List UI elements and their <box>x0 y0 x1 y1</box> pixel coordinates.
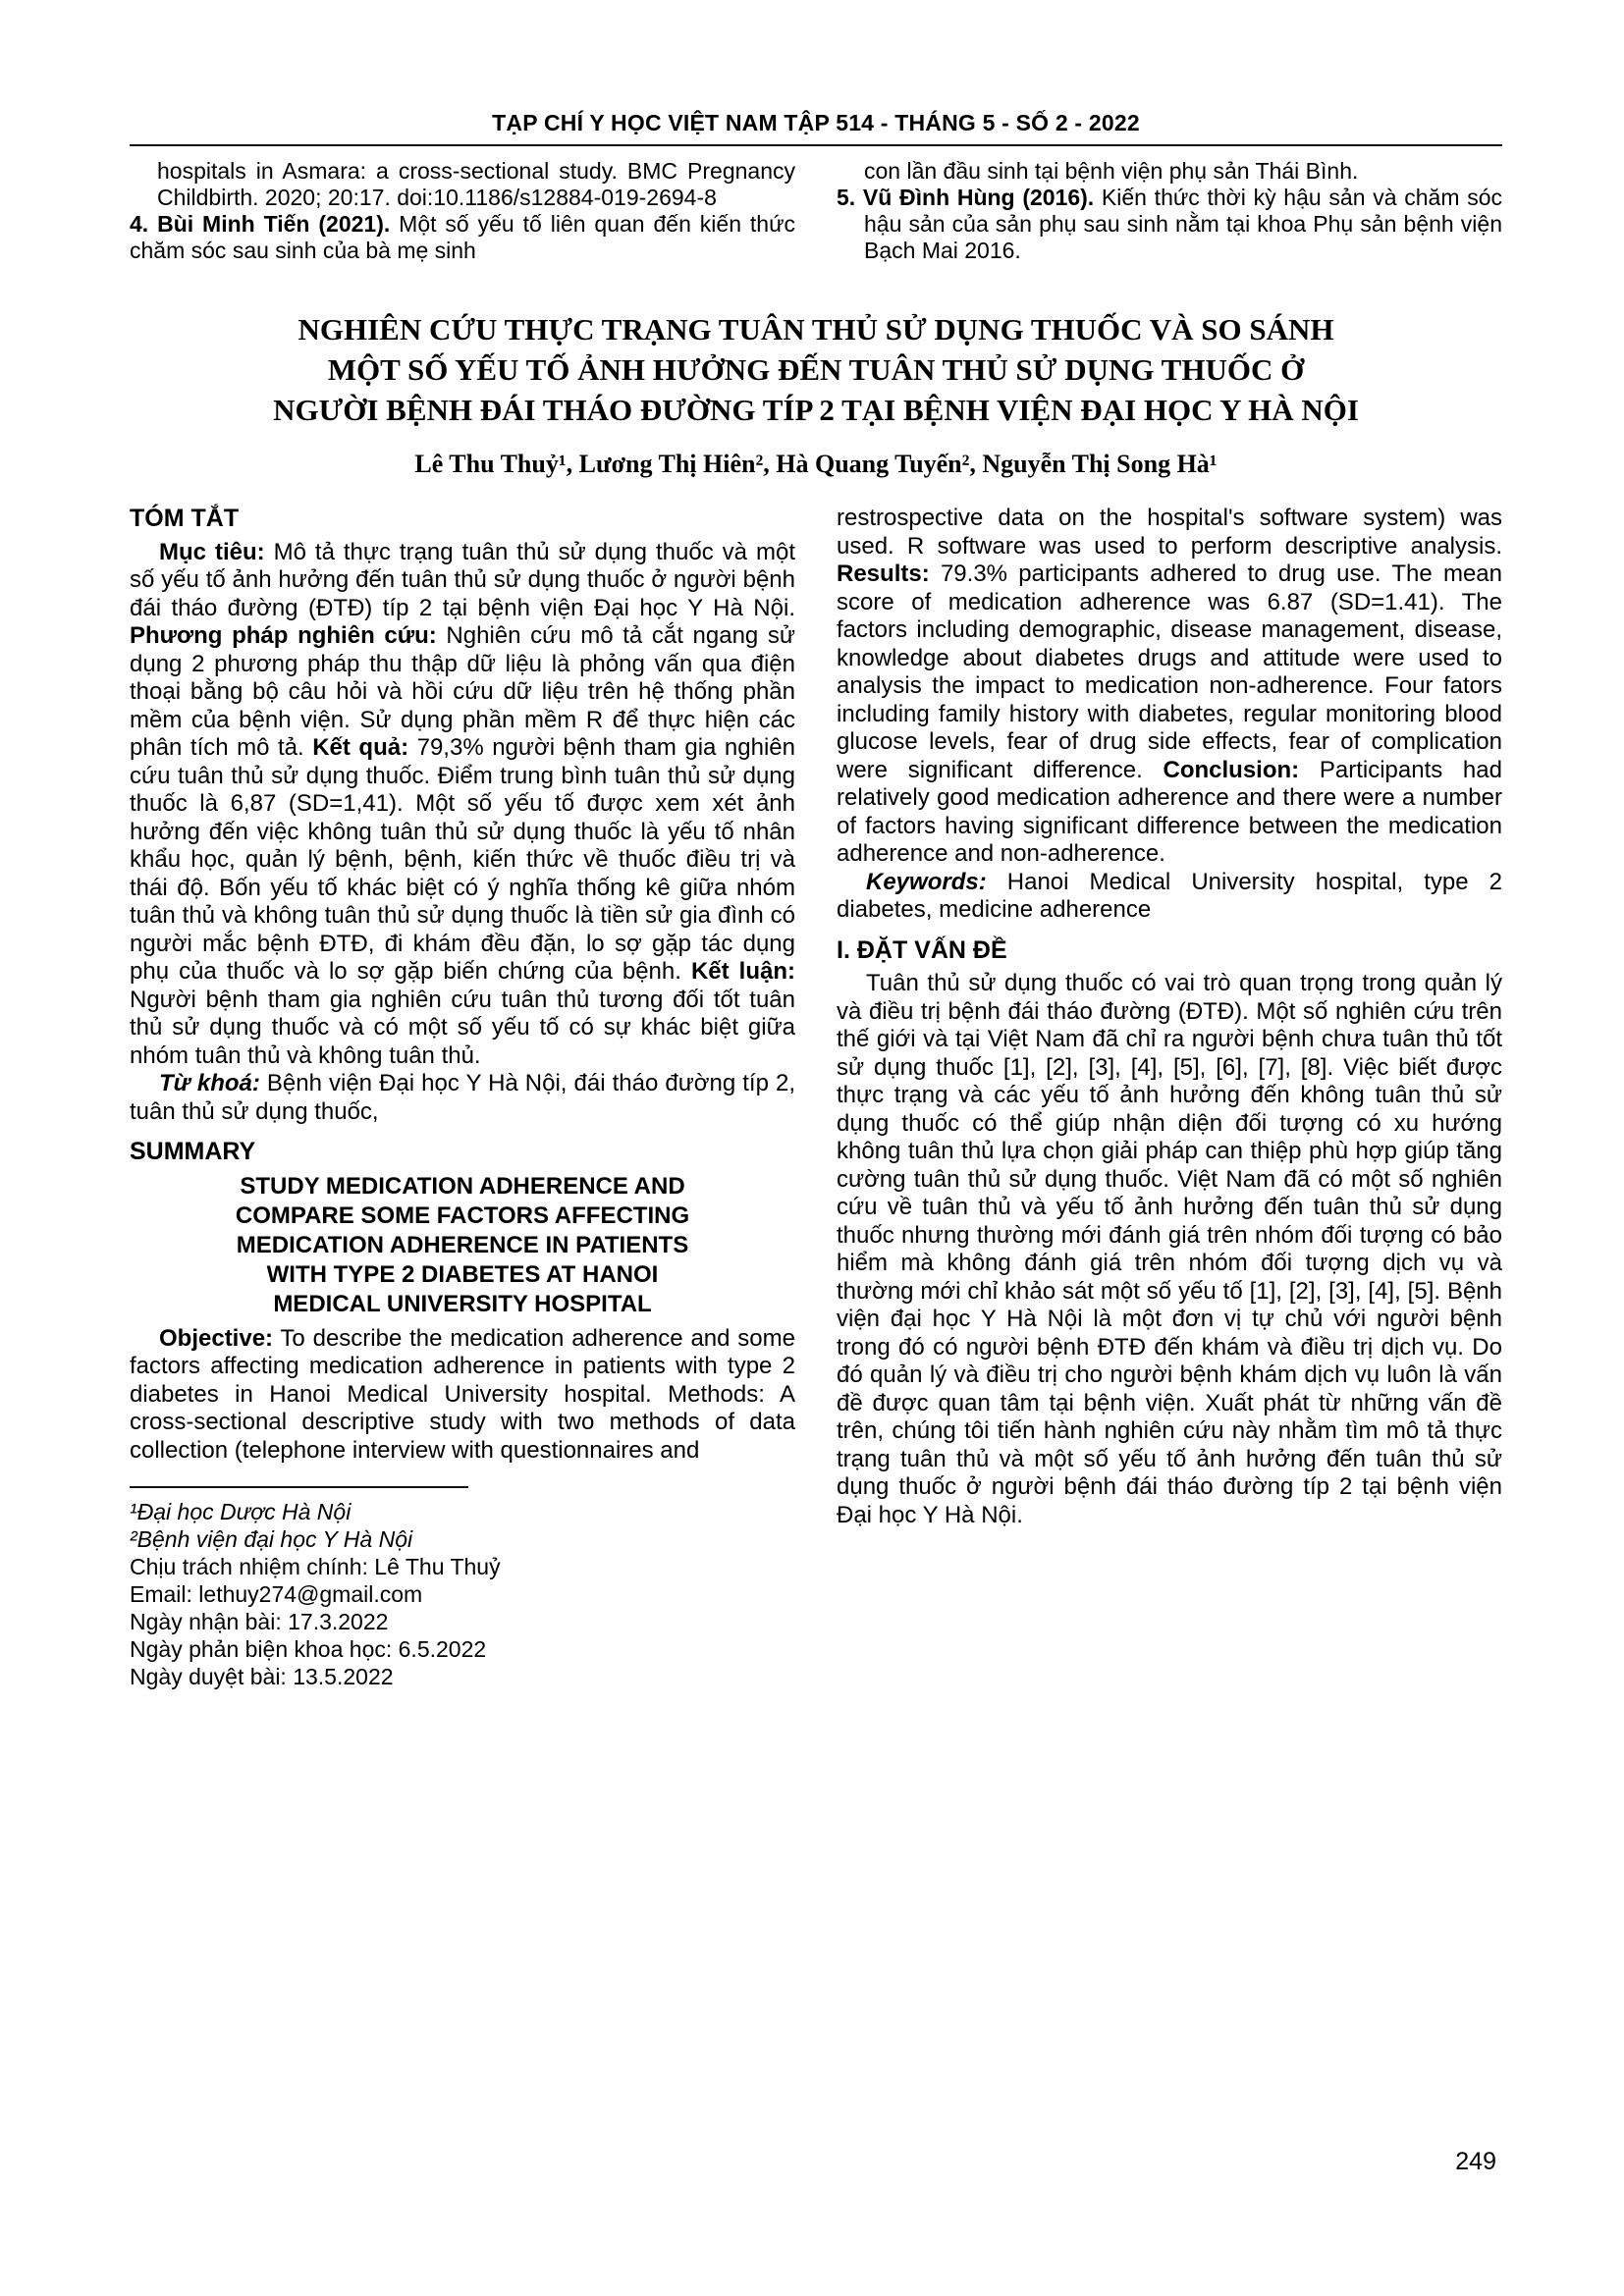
abstract-label-ket-luan: Kết luận: <box>690 958 796 985</box>
abstract-label-phuong-phap: Phương pháp nghiên cứu: <box>130 622 447 649</box>
reference-item-5 <box>837 185 1502 264</box>
journal-header: TẠP CHÍ Y HỌC VIỆT NAM TẬP 514 - THÁNG 5 - SỐ 2 - 2022 <box>130 110 1502 146</box>
summary-objective-label: Objective: <box>159 1324 274 1352</box>
footnote-affiliation-2: ²Bệnh viện đại học Y Hà Nội <box>130 1526 413 1552</box>
keywords-vi-label: Từ khoá: <box>159 1070 260 1096</box>
page-number: 249 <box>1455 2148 1496 2175</box>
article-title-line-1: NGHIÊN CỨU THỰC TRẠNG TUÂN THỦ SỬ DỤNG THUỐC VÀ SO SÁNH <box>298 312 1334 347</box>
summary-objective-text: To describe the medication adherence and some factors affecting medication adherence in patients with type 2 diabetes in Hanoi Medical University hospital. Methods: A cross-sectional descriptive study with two methods of data collection (telephone interview with questionnaires and <box>130 1324 795 1464</box>
abstract-en-segment: restrospective data on the hospital's software system) was used. R software was used to perform descriptive analysis. <box>837 505 1502 560</box>
reference-4-text: Một số yếu tố liên quan đến kiến thức chăm sóc sau sinh của bà mẹ sinh <box>130 211 795 263</box>
article-body <box>130 505 1502 1690</box>
abstract-segment: Người bệnh tham gia nghiên cứu tuân thủ tương đối tốt tuân thủ sử dụng thuốc và có một số yếu tố có sự khác biệt giữa nhóm tuân thủ và không tuân thủ. <box>130 986 795 1069</box>
abstract-en-segment: 79.3% participants adhered to drug use. The mean score of medication adherence was 6.87 (SD=1.41). The factors including demographic, disease management, disease, knowledge about diabetes drugs and attitude were used to analysis the impact to medication non-adherence. Four fators including family history with diabetes, regular monitoring blood glucose levels, fear of drug side effects, fear of complication were significant difference. <box>837 561 1503 783</box>
abstract-vi-heading: TÓM TẮT <box>130 505 240 532</box>
abstract-en-segment: Participants had relatively good medication adherence and there were a number of factors having significant difference between the medication adherence and non-adherence. <box>837 756 1502 867</box>
reference-4-author: 4. Bùi Minh Tiến (2021). <box>130 211 391 237</box>
keywords-en-label: Keywords: <box>866 868 987 895</box>
references-section <box>130 158 1502 264</box>
footnote-corresponding: Chịu trách nhiệm chính: Lê Thu Thuỷ <box>130 1554 501 1579</box>
summary-title-line-4: WITH TYPE 2 DIABETES AT HANOI <box>266 1260 659 1288</box>
keywords-en-text: Hanoi Medical University hospital, type 2 diabetes, medicine adherence <box>837 868 1502 923</box>
footnote-review-date: Ngày phản biện khoa học: 6.5.2022 <box>130 1636 487 1662</box>
right-column <box>837 505 1502 1690</box>
summary-heading: SUMMARY <box>130 1138 256 1165</box>
footnote-accepted-date: Ngày duyệt bài: 13.5.2022 <box>130 1664 394 1689</box>
summary-title-line-5: MEDICAL UNIVERSITY HOSPITAL <box>273 1290 652 1317</box>
reference-continuation-left: hospitals in Asmara: a cross-sectional study. BMC Pregnancy Childbirth. 2020; 20:17. doi:10.1186/s12884-019-2694-8 <box>157 158 795 210</box>
article-title-line-3: NGƯỜI BỆNH ĐÁI THÁO ĐƯỜNG TÍP 2 TẠI BỆNH VIỆN ĐẠI HỌC Y HÀ NỘI <box>273 393 1359 427</box>
summary-title-line-2: COMPARE SOME FACTORS AFFECTING <box>235 1201 690 1229</box>
abstract-segment: 79,3% người bệnh tham gia nghiên cứu tuân thủ sử dụng thuốc. Điểm trung bình tuân thủ sử dụng thuốc là 6,87 (SD=1,41). Một số yếu tố được xem xét ảnh hưởng đến việc không tuân thủ sử dụng thuốc là yếu tố nhân khẩu học, quản lý bệnh, bệnh, kiến thức về thuốc điều trị và thái độ. Bốn yếu tố khác biệt có ý nghĩa thống kê giữa nhóm tuân thủ và không tuân thủ sử dụng thuốc là tiền sử gia đình có người mắc bệnh ĐTĐ, đi khám đều đặn, lo sợ gặp tác dụng phụ của thuốc và lo sợ gặp biến chứng của bệnh. <box>130 734 795 985</box>
abstract-label-ket-qua: Kết quả: <box>312 734 417 761</box>
reference-5-author: 5. Vũ Đình Hùng (2016). <box>837 185 1095 210</box>
abstract-en-label-results: Results: <box>837 561 941 587</box>
footnote-rule <box>130 1486 468 1488</box>
keywords-vi-text: Bệnh viện Đại học Y Hà Nội, đái tháo đường típ 2, tuân thủ sử dụng thuốc, <box>130 1070 796 1125</box>
footnote-email: Email: lethuy274@gmail.com <box>130 1581 423 1607</box>
abstract-en-paragraph <box>837 505 1502 869</box>
reference-5-text: Kiến thức thời kỳ hậu sản và chăm sóc hậu sản của sản phụ sau sinh nằm tại khoa Phụ sản bệnh viện Bạch Mai 2016. <box>864 185 1502 263</box>
abstract-label-muc-tieu: Mục tiêu: <box>159 538 274 565</box>
references-right-column <box>837 158 1502 264</box>
keywords-vi-paragraph <box>130 1070 795 1126</box>
introduction-paragraph: Tuân thủ sử dụng thuốc có vai trò quan trọng trong quản lý và điều trị bệnh đái tháo đường (ĐTĐ). Một số nghiên cứu trên thế giới và tại Việt Nam đã chỉ ra người bệnh chưa tuân thủ tốt sử dụng thuốc [1], [2], [3], [4], [5], [6], [7], [8]. Việc biết được thực trạng và các yếu tố ảnh hưởng đến không tuân thủ sử dụng thuốc có thể giúp nhận diện đối tượng có xu hướng không tuân thủ lựa chọn giải pháp can thiệp phù hợp giúp tăng cường tuân thủ sử dụng thuốc. Việt Nam đã có một số nghiên cứu về tuân thủ và yếu tố ảnh hưởng đến tuân thủ sử dụng thuốc nhưng thường mới đánh giá trên nhóm đối tượng có bảo hiểm mà không đánh giá trên nhóm đối tượng dịch vụ và thường mới chỉ khảo sát một số yếu tố [1], [2], [3], [4], [5]. Bệnh viện đại học Y Hà Nội là một đơn vị tự chủ với người bệnh trong đó có người bệnh ĐTĐ đến khám và điều trị dịch vụ. Do đó quản lý và điều trị cho người bệnh khám dịch vụ luôn là vấn đề được quan tâm tại bệnh viện. Xuất phát từ những vấn đề trên, chúng tôi tiến hành nghiên cứu này nhằm tìm mô tả thực trạng tuân thủ và một số yếu tố ảnh hưởng đến tuân thủ sử dụng thuốc ở người bệnh đái tháo đường típ 2 tại bệnh viện Đại học Y Hà Nội. <box>837 970 1502 1528</box>
reference-continuation-right: con lần đầu sinh tại bệnh viện phụ sản Thái Bình. <box>864 158 1359 184</box>
article-title-line-2: MỘT SỐ YẾU TỐ ẢNH HƯỞNG ĐẾN TUÂN THỦ SỬ DỤNG THUỐC Ở <box>327 352 1305 387</box>
left-column <box>130 505 795 1690</box>
keywords-en-paragraph <box>837 869 1502 925</box>
summary-title-line-1: STUDY MEDICATION ADHERENCE AND <box>240 1172 685 1200</box>
summary-objective-paragraph <box>130 1325 795 1466</box>
section-1-heading: I. ĐẶT VẤN ĐỀ <box>837 935 1007 964</box>
author-footnote <box>130 1486 795 1690</box>
reference-item-4 <box>130 211 795 264</box>
abstract-segment: Nghiên cứu mô tả cắt ngang sử dụng 2 phương pháp thu thập dữ liệu là phỏng vấn qua điện thoại bằng bộ câu hỏi và hồi cứu dữ liệu trên hệ thống phần mềm của bệnh viện. Sử dụng phần mềm R để thực hiện các phân tích mô tả. <box>130 622 795 761</box>
article-authors: Lê Thu Thuỷ¹, Lương Thị Hiên², Hà Quang Tuyến², Nguyễn Thị Song Hà¹ <box>414 450 1218 478</box>
article-title <box>130 309 1502 430</box>
footnote-received-date: Ngày nhận bài: 17.3.2022 <box>130 1609 389 1634</box>
abstract-segment: Mô tả thực trạng tuân thủ sử dụng thuốc và một số yếu tố ảnh hưởng đến tuân thủ sử dụng thuốc ở người bệnh đái tháo đường (ĐTĐ) típ 2 tại bệnh viện Đại học Y Hà Nội. <box>130 538 795 621</box>
references-left-column <box>130 158 795 264</box>
summary-title <box>130 1172 795 1319</box>
abstract-vi-paragraph <box>130 539 795 1071</box>
footnote-affiliation-1: ¹Đại học Dược Hà Nội <box>130 1499 352 1524</box>
summary-title-line-3: MEDICATION ADHERENCE IN PATIENTS <box>236 1231 689 1258</box>
abstract-en-label-conclusion: Conclusion: <box>1163 756 1320 783</box>
